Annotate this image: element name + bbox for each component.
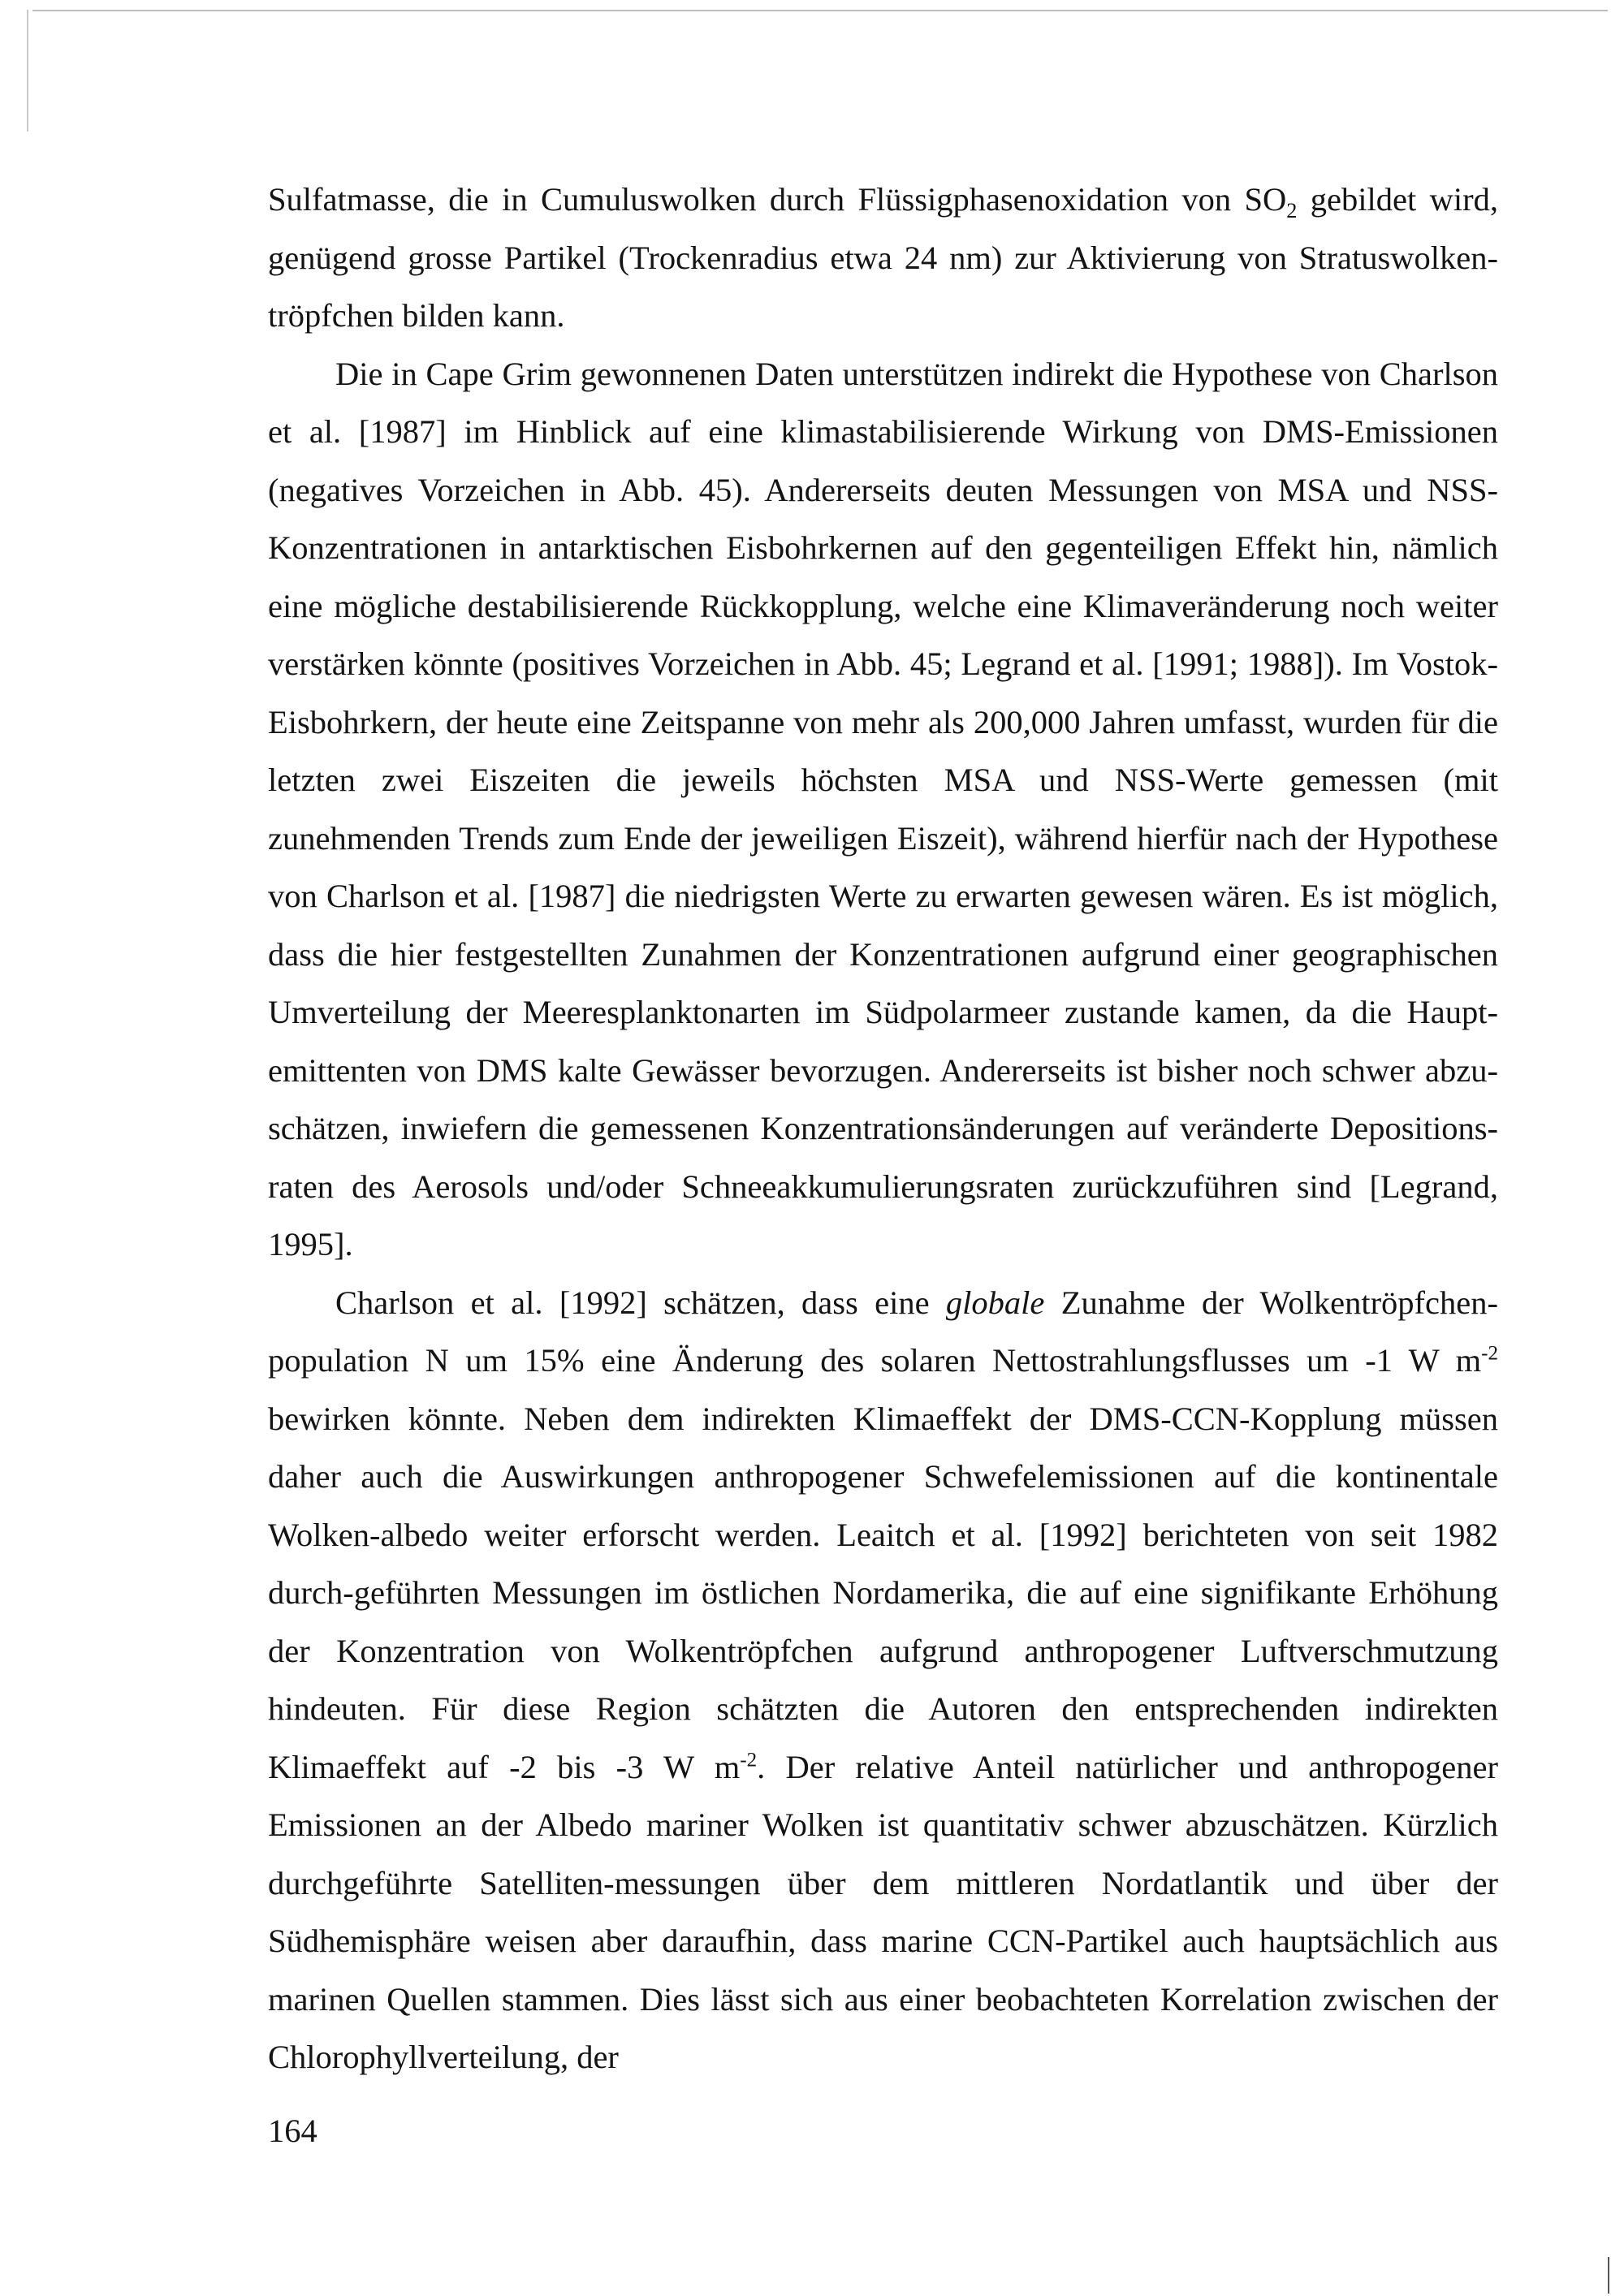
exponent-2: -2 [740,1749,758,1771]
paragraph-3-text-2: Zunahme der Wolkentröpfchen-population N um 15% eine Änderung des solaren Nettostrahlungsflusses um -1 W m [268,1284,1498,1379]
paragraph-2-text: Die in Cape Grim gewonnenen Daten unterstützen indirekt die Hypothese von Charlson et al. [1987] im Hinblick auf eine klimastabilisierende Wirkung von DMS-Emissionen (negatives Vorzeichen in Abb. 45). Andererseits deuten Messungen von MSA und NSS-Konzentrationen in antarktischen Eisbohrkernen auf den gegenteiligen Effekt hin, nämlich eine mögliche destabilisierende Rückkopplung, welche eine Klimaveränderung noch weiter verstärken könnte (positives Vorzeichen in Abb. 45; Legrand et al. [1991; 1988]). Im Vostok-Eisbohrkern, der heute eine Zeitspanne von mehr als 200,000 Jahren umfasst, wurden für die letzten zwei Eiszeiten die jeweils höchsten MSA und NSS-Werte gemessen (mit zunehmenden Trends zum Ende der jeweiligen Eiszeit), während hierfür nach der Hypothese von Charlson et al. [1987] die niedrigsten Werte zu erwarten gewesen wären. Es ist möglich, dass die hier festgestellten Zunahmen der Konzentrationen aufgrund einer geographischen Umverteilung der Meeresplanktonarten im Südpolarmeer zustande kamen, da die Haupt-emittenten von DMS kalte Gewässer bevorzugen. Andererseits ist bisher noch schwer abzu-schätzen, inwiefern die gemessenen Konzentrationsänderungen auf veränderte Depositions-raten des Aerosols und/oder Schneeakkumulierungsraten zurückzuführen sind [Legrand, 1995]. [268,355,1498,1262]
scan-mark-right [1608,2257,1609,2294]
paragraph-3-text-1: Charlson et al. [1992] schätzen, dass eine [335,1284,946,1321]
so2-subscript: 2 [1286,199,1298,223]
paragraph-3-text-3: bewirken könnte. Neben dem indirekten Klimaeffekt der DMS-CCN-Kopplung müssen daher auch die Auswirkungen anthropogener Schwefelemissionen auf die kontinentale Wolken-albedo weiter erforscht werden. Leaitch et al. [1992] berichteten von seit 1982 durch-geführten Messungen im östlichen Nordamerika, die auf eine signifikante Erhöhung der Konzentration von Wolkentröpfchen aufgrund anthropogener Luftverschmutzung hindeuten. Für diese Region schätzten die Autoren den entsprechenden indirekten Klimaeffekt auf -2 bis -3 W m [268,1400,1498,1785]
exponent-1: -2 [1481,1342,1498,1365]
scan-border-left [27,10,28,132]
paragraph-1 [268,170,1498,345]
paragraph-3-text-4: . Der relative Anteil natürlicher und anthropogener Emissionen an der Albedo mariner Wolken ist quantitativ schwer abzuschätzen. Kürzlich durchgeführte Satelliten-messungen über dem mittleren Nordatlantik und über der Südhemisphäre weisen aber daraufhin, dass marine CCN-Partikel auch hauptsächlich aus marinen Quellen stammen. Dies lässt sich aus einer beobachteten Korrelation zwischen der Chlorophyllverteilung, der [268,1748,1498,2075]
body-text [268,170,1498,2087]
paragraph-1-text-after: gebildet wird, genügend grosse Partikel (Trockenradius etwa 24 nm) zur Aktivierung von Stratuswolken-tröpfchen bilden kann. [268,181,1498,334]
paragraph-1-text: Sulfatmasse, die in Cumuluswolken durch Flüssigphasenoxidation von SO [268,181,1287,218]
paragraph-2 [268,345,1498,1274]
page-number: 164 [268,2113,317,2149]
paragraph-3 [268,1274,1498,2087]
emphasis-globale: globale [945,1284,1045,1321]
scan-border-top [32,10,1608,11]
